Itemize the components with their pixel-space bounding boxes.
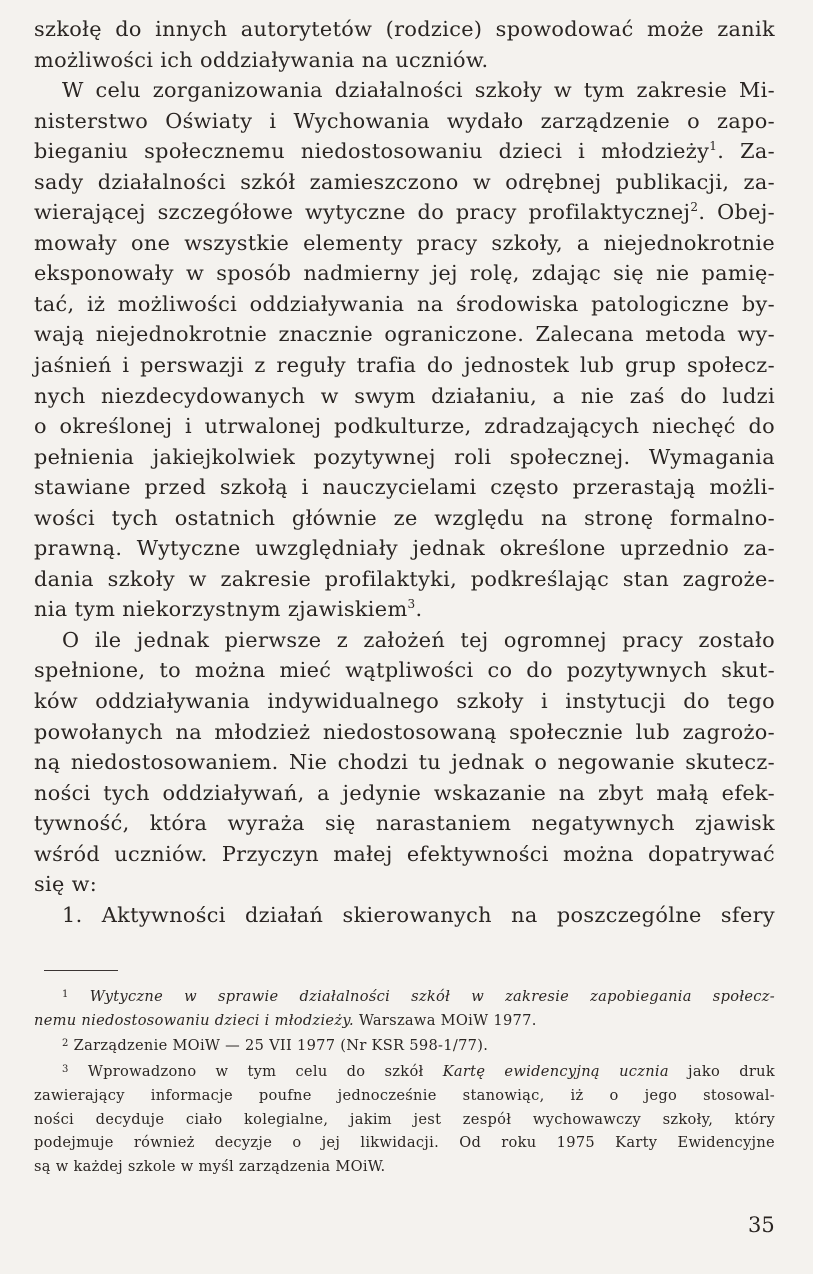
text-line: mowały one wszystkie elementy pracy szkoły, a niejednokrotnie <box>34 230 775 255</box>
footnote-3-cont: zawierający informacje poufne jednocześnie stanowiąc, iż o jego stosowal- <box>34 1086 775 1104</box>
text-line: wości tych ostatnich głównie ze względu na stronę formalno- <box>34 505 775 530</box>
text-segment: wierającej szczegółowe wytyczne do pracy profilaktycznej <box>34 200 691 225</box>
text-line: nych niezdecydowanych w swym działaniu, a nie zaś do ludzi <box>34 383 775 408</box>
footnote-3 <box>34 1058 775 1084</box>
footnote-3-cont: są w każdej szkole w myśl zarządzenia MOiW. <box>34 1157 386 1175</box>
page-number: 35 <box>748 1213 775 1237</box>
footnote-2 <box>34 1032 775 1058</box>
footnote-mark: 2 <box>62 1038 69 1050</box>
text-line: dania szkoły w zakresie profilaktyki, podkreślając stan zagroże- <box>34 566 775 591</box>
text-segment: nia tym niekorzystnym zjawiskiem <box>34 597 408 622</box>
footnote-divider <box>44 970 118 971</box>
footnote-1-title-cont: nemu niedostosowaniu dzieci i młodzieży. <box>34 1011 354 1029</box>
text-line: ności tych oddziaływań, a jedynie wskazanie na zbyt małą efek- <box>34 780 775 805</box>
text-segment: . Obej- <box>698 200 775 225</box>
text-line: tywność, która wyraża się narastaniem negatywnych zjawisk <box>34 811 775 836</box>
text-line: powołanych na młodzież niedostosowaną społecznie lub zagrożo- <box>34 719 775 744</box>
footnote-1 <box>34 983 775 1009</box>
text-line: ną niedostosowaniem. Nie chodzi tu jednak o negowanie skutecz- <box>34 750 775 775</box>
footnote-3-text: Wprowadzono w tym celu do szkół <box>87 1063 443 1081</box>
text-line: jaśnień i perswazji z reguły trafia do jednostek lub grup społecz- <box>34 353 775 378</box>
footnote-1-source: Warszawa MOiW 1977. <box>353 1011 537 1029</box>
text-line: eksponowały w sposób nadmierny jej rolę, zdając się nie pamię- <box>34 261 775 286</box>
text-line: szkołę do innych autorytetów (rodzice) spowodować może zanik <box>34 17 775 41</box>
text-line: o określonej i utrwalonej podkulturze, zdradzających niechęć do <box>34 414 775 439</box>
footnote-3-text: jako druk <box>668 1063 775 1081</box>
footnote-3-cont: podejmuje również decyzje o jej likwidacji. Od roku 1975 Karty Ewidencyjne <box>34 1134 775 1152</box>
text-line: możliwości ich oddziaływania na uczniów. <box>34 47 489 72</box>
footnote-ref: 2 <box>690 200 699 215</box>
text-line: tać, iż możliwości oddziaływania na środowiska patologiczne by- <box>34 291 775 316</box>
text-segment: bieganiu społecznemu niedostosowaniu dzieci i młodzieży <box>34 139 710 164</box>
text-line: pełnienia jakiejkolwiek pozytywnej roli społecznej. Wymagania <box>34 444 775 469</box>
text-line: prawną. Wytyczne uwzględniały jednak określone uprzednio za- <box>34 536 775 561</box>
text-line: ków oddziaływania indywidualnego szkoły i instytucji do tego <box>34 689 775 714</box>
text-line: się w: <box>34 872 98 897</box>
text-line <box>34 197 775 228</box>
text-line: sady działalności szkół zamieszczono w odrębnej publikacji, za- <box>34 169 775 194</box>
footnote-mark: 1 <box>62 989 69 1000</box>
text-line: spełnione, to można mieć wątpliwości co do pozytywnych skut- <box>34 658 775 683</box>
text-line <box>34 136 775 167</box>
text-line: 1. Aktywności działań skierowanych na poszczególne sfery <box>62 902 775 927</box>
text-line: stawiane przed szkołą i nauczycielami często przerastają możli- <box>34 475 775 500</box>
footnote-mark: 3 <box>62 1064 69 1076</box>
text-line: W celu zorganizowania działalności szkoły w tym zakresie Mi- <box>62 78 775 103</box>
footnote-1-title: Wytyczne w sprawie działalności szkół w zakresie zapobiegania społecz- <box>89 988 775 1005</box>
footnote-3-cont: ności decyduje ciało kolegialne, jakim jest zespół wychowawczy szkoły, który <box>34 1110 775 1128</box>
footnote-2-text: Zarządzenie MOiW — 25 VII 1977 (Nr KSR 598-1/77). <box>73 1037 489 1055</box>
text-segment: . Za- <box>717 139 775 164</box>
text-segment: . <box>415 597 423 622</box>
main-text <box>34 14 775 930</box>
text-line: wśród uczniów. Przyczyn małej efektywności można dopatrywać <box>34 841 775 866</box>
footnote-1-cont <box>34 1009 775 1033</box>
text-line <box>34 594 775 625</box>
footnotes <box>34 983 775 1179</box>
footnote-3-italic: Kartę ewidencyjną ucznia <box>442 1063 669 1081</box>
text-line: nisterstwo Oświaty i Wychowania wydało zarządzenie o zapo- <box>34 108 775 133</box>
text-line: O ile jednak pierwsze z założeń tej ogromnej pracy zostało <box>62 627 775 652</box>
text-line: wają niejednokrotnie znacznie ograniczone. Zalecana metoda wy- <box>34 322 775 347</box>
footnote-ref: 3 <box>407 597 416 612</box>
footnote-ref: 1 <box>709 139 718 154</box>
